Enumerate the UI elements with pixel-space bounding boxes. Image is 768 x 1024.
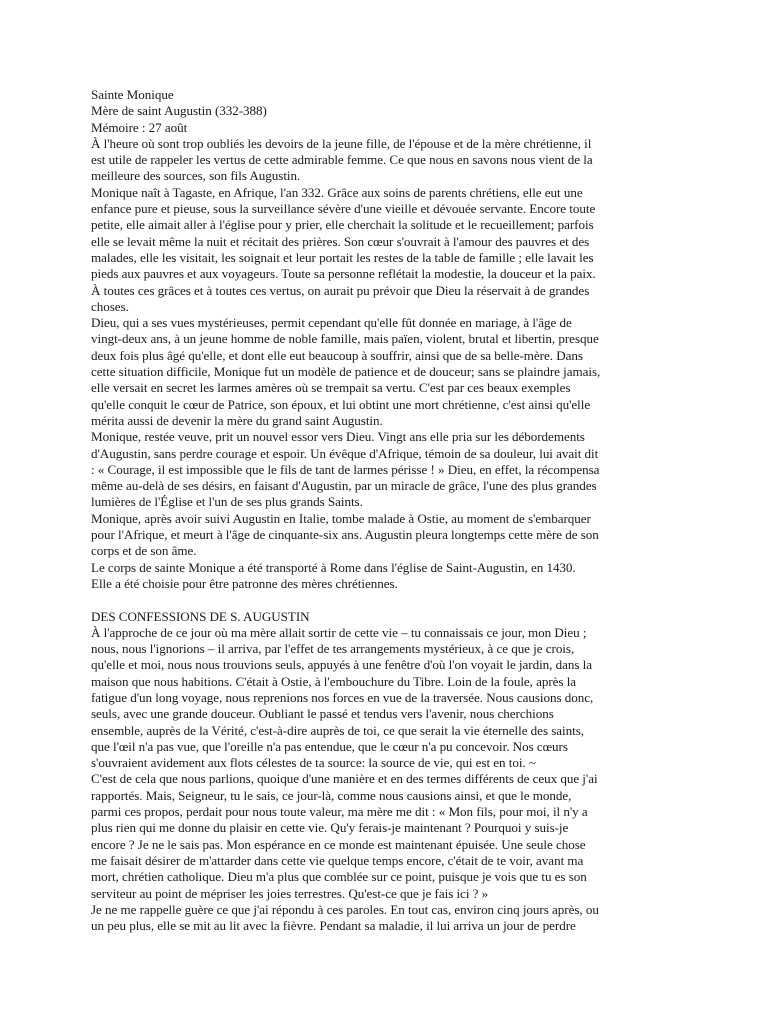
text-line: Le corps de sainte Monique a été transporté à Rome dans l'église de Saint-Augustin, en 1430. — [91, 559, 576, 575]
text-line: Je ne me rappelle guère ce que j'ai répondu à ces paroles. En tout cas, environ cinq jours après, ou — [91, 901, 599, 917]
text-line: À l'approche de ce jour où ma mère allait sortir de cette vie – tu connaissais ce jour, mon Dieu ; — [91, 624, 587, 640]
text-line: est utile de rappeler les vertus de cette admirable femme. Ce que nous en savons nous vient de la — [91, 152, 593, 168]
text-line: vingt-deux ans, à un jeune homme de noble famille, mais païen, violent, brutal et libertin, presque — [91, 331, 599, 347]
page-subtitle: Mère de saint Augustin (332-388) — [91, 103, 267, 119]
text-line: malades, elle les visitait, les soignait et leur portait les restes de la table de famille ; elle lavait les — [91, 249, 594, 265]
text-line: plus rien qui me donne du plaisir en cette vie. Qu'y ferais-je maintenant ? Pourquoi y suis-je — [91, 820, 569, 836]
text-line: Monique, après avoir suivi Augustin en Italie, tombe malade à Ostie, au moment de s'embarquer — [91, 510, 591, 526]
text-line: pieds aux pauvres et aux voyageurs. Toute sa personne reflétait la modestie, la douceur et la paix. — [91, 266, 596, 282]
text-line: deux fois plus âgé qu'elle, et dont elle eut beaucoup à souffrir, ainsi que de sa belle-mère. Dans — [91, 347, 583, 363]
feast-date: Mémoire : 27 août — [91, 119, 188, 135]
text-line: Elle a été choisie pour être patronne des mères chrétiennes. — [91, 575, 398, 591]
text-line: seuls, avec une grande douceur. Oubliant le passé et tendus vers l'avenir, nous cherchions — [91, 706, 554, 722]
confessions-paragraph — [91, 771, 681, 901]
paragraph — [91, 429, 681, 510]
confessions-section — [91, 625, 681, 935]
text-line: qu'elle et moi, nous nous trouvions seuls, appuyés à une fenêtre d'où l'on voyait le jardin, dans la — [91, 657, 592, 673]
text-line: fatigue d'un long voyage, nous reprenions nos forces en vue de la traversée. Nous causions donc, — [91, 689, 594, 705]
text-line: pour l'Afrique, et meurt à l'âge de cinquante-six ans. Augustin pleura longtemps cette mère de son — [91, 527, 599, 543]
section-heading: DES CONFESSIONS DE S. AUGUSTIN — [91, 608, 310, 624]
text-line: même au-delà de ses désirs, en faisant d'Augustin, par un miracle de grâce, l'une des plus grandes — [91, 478, 597, 494]
paragraph — [91, 283, 681, 316]
text-line: un peu plus, elle se mit au lit avec la fièvre. Pendant sa maladie, il lui arriva un jour de perdre — [91, 918, 576, 934]
text-line: corps et de son âme. — [91, 543, 197, 559]
text-line: C'est de cela que nous parlions, quoique d'une manière et en des termes différents de ceux que j'ai — [91, 771, 598, 787]
text-line: cette situation difficile, Monique fut un modèle de patience et de douceur; sans se plaindre jamais, — [91, 364, 601, 380]
text-line: choses. — [91, 298, 129, 314]
document-page — [91, 87, 681, 934]
text-line: elle versait en secret les larmes amères où se trempait sa vertu. C'est par ces beaux exemples — [91, 380, 571, 396]
text-line: À l'heure où sont trop oubliés les devoirs de la jeune fille, de l'épouse et de la mère chrétienne, il — [91, 135, 592, 151]
confessions-paragraph — [91, 625, 681, 772]
text-line: me faisait désirer de m'attarder dans cette vie quelque temps encore, c'était de te voir, avant ma — [91, 852, 584, 868]
text-line: Dieu, qui a ses vues mystérieuses, permit cependant qu'elle fût donnée en mariage, à l'âge de — [91, 315, 572, 331]
confessions-paragraph — [91, 902, 681, 935]
text-line: meilleure des sources, son fils Augustin. — [91, 168, 301, 184]
text-line: d'Augustin, sans perdre courage et espoir. Un évêque d'Afrique, témoin de sa douleur, lui avait dit — [91, 445, 599, 461]
text-line: enfance pure et pieuse, sous la surveillance sévère d'une vieille et dévouée servante. Encore toute — [91, 201, 596, 217]
text-line: elle se levait même la nuit et récitait des prières. Son cœur s'ouvrait à l'amour des pauvres et des — [91, 233, 590, 249]
text-line: nous, nous l'ignorions – il arriva, par l'effet de tes arrangements mystérieux, à ce que je crois, — [91, 641, 575, 657]
paragraph — [91, 136, 681, 185]
biography-section — [91, 136, 681, 592]
text-line: Monique naît à Tagaste, en Afrique, l'an 332. Grâce aux soins de parents chrétiens, elle eut une — [91, 184, 583, 200]
text-line: ensemble, auprès de la Vérité, c'est-à-dire auprès de toi, ce que serait la vie éternelle des saints, — [91, 722, 584, 738]
text-line: mérita aussi de devenir la mère du grand saint Augustin. — [91, 412, 383, 428]
text-line: maison que nous habitions. C'était à Ostie, à l'embouchure du Tibre. Loin de la foule, après la — [91, 673, 577, 689]
text-line: lumières de l'Église et l'un de ses plus grands Saints. — [91, 494, 363, 510]
paragraph — [91, 576, 681, 592]
text-line: mort, chrétien catholique. Dieu m'a plus que comblée sur ce point, puisque je vois que tu es son — [91, 869, 587, 885]
text-line: s'ouvraient avidement aux flots célestes de ta source: la source de vie, qui est en toi. ~ — [91, 755, 536, 771]
page-title: Sainte Monique — [91, 87, 174, 102]
text-line: : « Courage, il est impossible que le fils de tant de larmes périsse ! » Dieu, en effet, la récompensa — [91, 461, 600, 477]
section-spacer — [91, 592, 681, 608]
text-line: À toutes ces grâces et à toutes ces vertus, on aurait pu prévoir que Dieu la réservait à de grandes — [91, 282, 590, 298]
paragraph — [91, 560, 681, 576]
paragraph — [91, 315, 681, 429]
text-line: petite, elle aimait aller à l'église pour y prier, elle cherchait la solitude et le recueillement; parfois — [91, 217, 594, 233]
text-line: serviteur au point de mépriser les joies terrestres. Qu'est-ce que je fais ici ? » — [91, 885, 489, 901]
text-line: que l'œil n'a pas vue, que l'oreille n'a pas entendue, que le cœur n'a pu concevoir. Nos cœurs — [91, 738, 568, 754]
text-line: Monique, restée veuve, prit un nouvel essor vers Dieu. Vingt ans elle pria sur les débordements — [91, 429, 585, 445]
text-line: qu'elle conquit le cœur de Patrice, son époux, et lui obtint une mort chrétienne, c'est ainsi qu'elle — [91, 396, 591, 412]
paragraph — [91, 511, 681, 560]
text-line: parmi ces propos, perdait pour nous toute valeur, ma mère me dit : « Mon fils, pour moi, il n'y a — [91, 804, 588, 820]
paragraph — [91, 185, 681, 283]
text-line: encore ? Je ne le sais pas. Mon espérance en ce monde est maintenant épuisée. Une seule chose — [91, 836, 586, 852]
text-line: rapportés. Mais, Seigneur, tu le sais, ce jour-là, comme nous causions ainsi, et que le monde, — [91, 787, 572, 803]
